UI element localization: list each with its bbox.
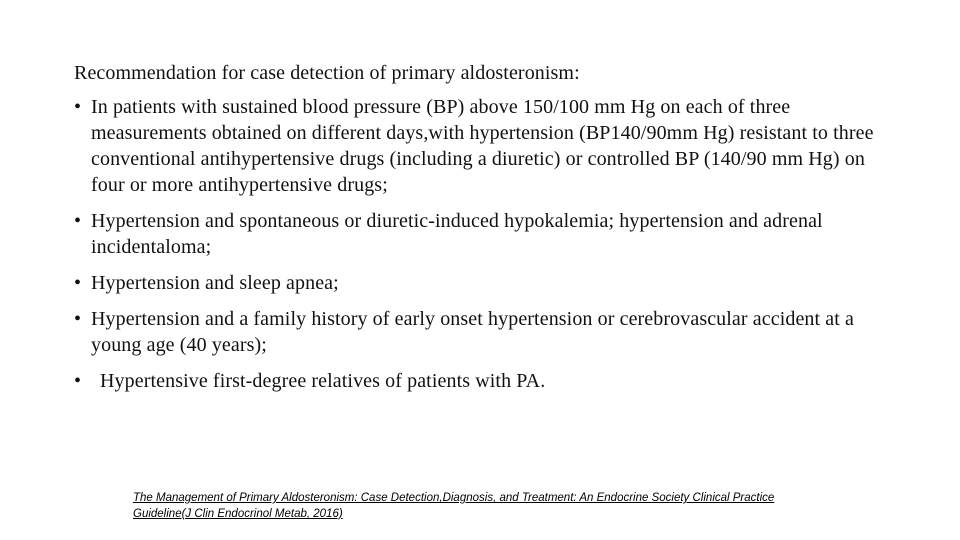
bullet-text: Hypertension and spontaneous or diuretic-induced hypokalemia; hypertension and adrenal incidentaloma; <box>91 210 823 258</box>
bullet-text: Hypertensive first-degree relatives of patients with PA. <box>100 370 546 392</box>
bullet-dot-icon: • <box>74 308 82 330</box>
bullet-dot-icon: • <box>74 210 82 232</box>
bullet-item <box>74 208 894 260</box>
bullet-list <box>74 94 894 404</box>
bullet-text: Hypertension and sleep apnea; <box>91 272 339 294</box>
slide-title: Recommendation for case detection of primary aldosteronism: <box>74 62 580 84</box>
bullet-text: Hypertension and a family history of early onset hypertension or cerebrovascular accident at a young age (40 years); <box>91 308 855 356</box>
bullet-dot-icon: • <box>74 370 82 392</box>
bullet-item <box>74 368 894 394</box>
citation-link[interactable]: The Management of Primary Aldosteronism: Case Detection,Diagnosis, and Treatment: An Endocrine Society Clinical Practice Guideline(J Clin Endocrinol Metab, 2016) <box>133 492 775 520</box>
bullet-dot-icon: • <box>74 96 82 118</box>
bullet-item <box>74 94 896 198</box>
bullet-text: In patients with sustained blood pressure (BP) above 150/100 mm Hg on each of three measurements obtained on different days,with hypertension (BP140/90mm Hg) resistant to three conventional antihypertensive drugs (including a diuretic) or controlled BP (140/90 mm Hg) on four or more antihypertensive drugs; <box>91 96 874 196</box>
bullet-dot-icon: • <box>74 272 82 294</box>
bullet-item <box>74 306 894 358</box>
bullet-item <box>74 270 894 296</box>
